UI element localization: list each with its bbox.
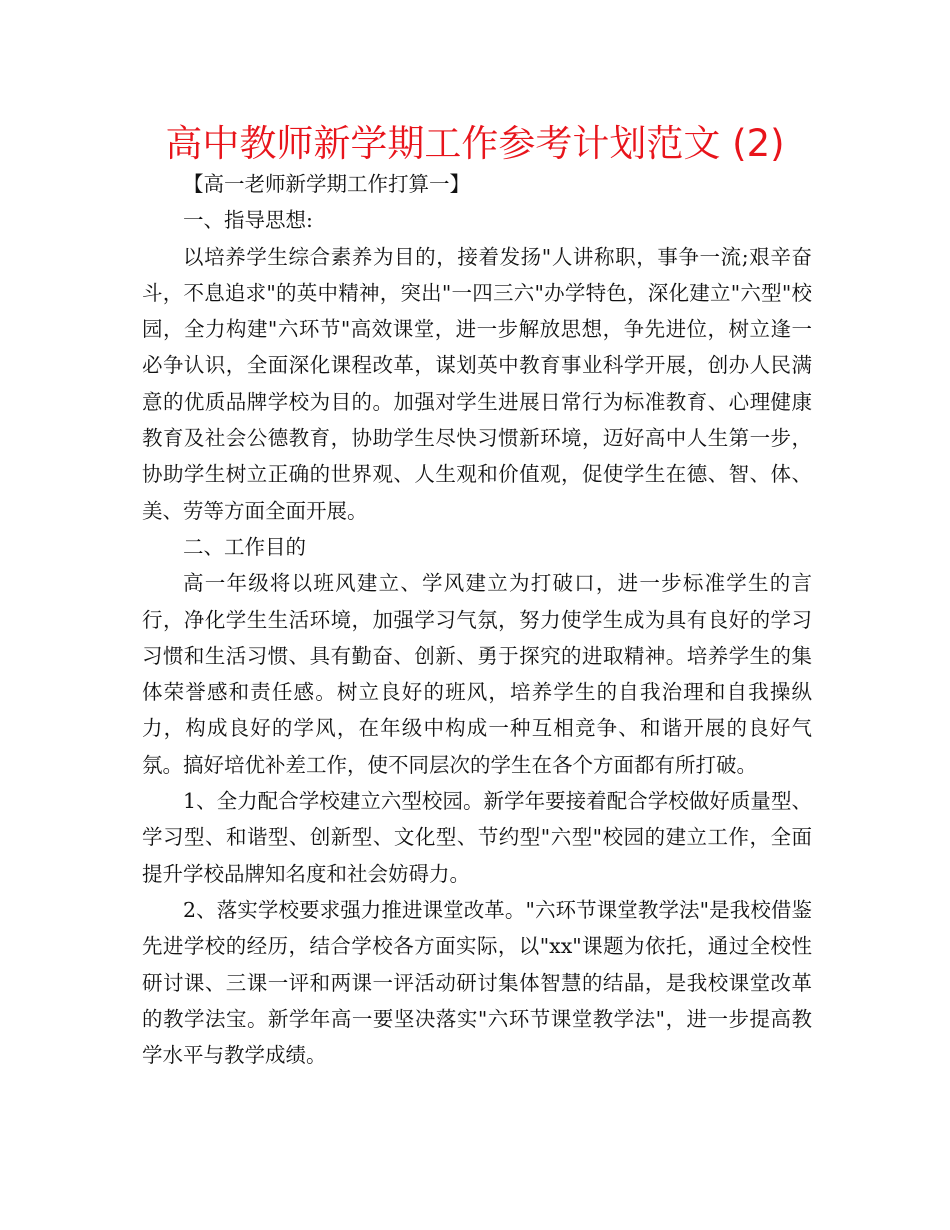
section-heading-work-goal: 二、工作目的	[183, 534, 306, 559]
paragraph-work-goal: 高一年级将以班风建立、学风建立为打破口，进一步标准学生的言行，净化学生生活环境，加强学习气氛，努力使学生成为具有良好的学习习惯和生活习惯、具有勤奋、创新、勇于探究的进取精神。培养学生的集体荣誉感和责任感。树立良好的班风，培养学生的自我治理和自我操纵力，构成良好的学风，在年级中构成一种互相竞争、和谐开展的良好气氛。搞好培优补差工作，使不同层次的学生在各个方面都有所打破。	[142, 571, 812, 777]
paragraph-item-2: 2、落实学校要求强力推进课堂改革。"六环节课堂教学法"是我校借鉴先进学校的经历，结合学校各方面实际，以"xx"课题为依托，通过全校性研讨课、三课一评和两课一评活动研讨集体智慧的结晶，是我校课堂改革的教学法宝。新学年高一要坚决落实"六环节课堂教学法"，进一步提高教学水平与教学成绩。	[142, 897, 812, 1068]
paragraph-item-1: 1、全力配合学校建立六型校园。新学年要接着配合学校做好质量型、学习型、和谐型、创新型、文化型、节约型"六型"校园的建立工作，全面提升学校品牌知名度和社会妨碍力。	[142, 789, 812, 886]
paragraph-guiding-thought: 以培养学生综合素养为目的，接着发扬"人讲称职，事争一流;艰辛奋斗，不息追求"的英中精神，突出"一四三六"办学特色，深化建立"六型"校园，全力构建"六环节"高效课堂，进一步解放思想，争先进位，树立逢一必争认识，全面深化课程改革，谋划英中教育事业科学开展，创办人民满意的优质品牌学校为目的。加强对学生进展日常行为标准教育、心理健康教育及社会公德教育，协助学生尽快习惯新环境，迈好高中人生第一步，协助学生树立正确的世界观、人生观和价值观，促使学生在德、智、体、美、劳等方面全面开展。	[142, 244, 812, 523]
document-subtitle: 【高一老师新学期工作打算一】	[183, 172, 470, 196]
document-body	[142, 166, 812, 1073]
document-title: 高中教师新学期工作参考计划范文 (2)	[165, 122, 785, 165]
section-heading-guiding-thought: 一、指导思想:	[183, 208, 313, 233]
